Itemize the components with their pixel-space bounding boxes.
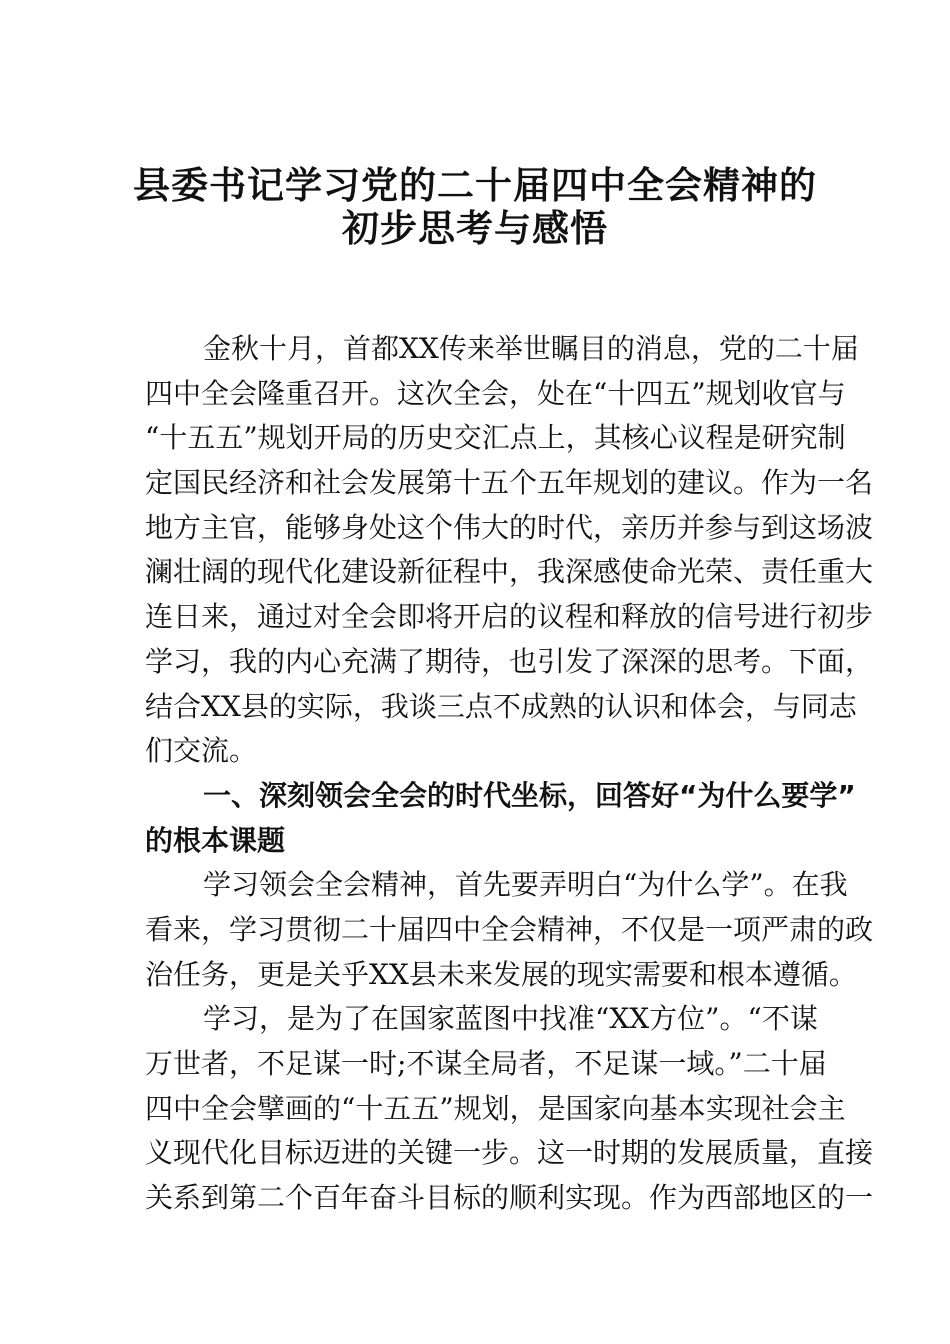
text-line: 治任务，更是关乎XX县未来发展的现实需要和根本遵循。 (145, 957, 857, 991)
text-line: 四中全会隆重召开。这次全会，处在“十四五”规划收官与 (145, 376, 846, 410)
section-heading (145, 774, 856, 863)
text-line: 澜壮阔的现代化建设新征程中，我深感使命光荣、责任重大 (145, 555, 874, 589)
text-line: 连日来，通过对全会即将开启的议程和释放的信号进行初步 (145, 600, 874, 634)
text-line: 金秋十月，首都XX传来举世瞩目的消息，党的二十届 (203, 332, 859, 365)
paragraph (145, 863, 874, 997)
text-line: 学习领会全会精神，首先要弄明白“为什么学”。在我 (203, 868, 848, 902)
document-body (145, 327, 874, 1221)
text-line: 义现代化目标迈进的关键一步。这一时期的发展质量，直接 (145, 1136, 874, 1170)
document-title-line-1: 县委书记学习党的二十届四中全会精神的 (133, 163, 817, 207)
text-line: 四中全会擘画的“十五五”规划，是国家向基本实现社会主 (145, 1091, 846, 1125)
text-line: 们交流。 (145, 734, 258, 768)
text-line: “十五五”规划开局的历史交汇点上，其核心议程是研究制 (145, 421, 846, 455)
text-line: 看来，学习贯彻二十届四中全会精神，不仅是一项严肃的政 (145, 912, 874, 946)
text-line: 万世者，不足谋一时;不谋全局者，不足谋一域。”二十届 (145, 1047, 827, 1080)
text-line: 学习，是为了在国家蓝图中找准“XX方位”。“不谋 (203, 1002, 818, 1036)
text-line: 关系到第二个百年奋斗目标的顺利实现。作为西部地区的一 (145, 1181, 874, 1215)
text-line: 学习，我的内心充满了期待，也引发了深深的思考。下面， (145, 644, 874, 678)
text-line: 结合XX县的实际，我谈三点不成熟的认识和体会，与同志 (145, 689, 857, 723)
text-line: 一、深刻领会全会的时代坐标，回答好“为什么要学” (203, 778, 856, 812)
document-title-line-2: 初步思考与感悟 (342, 206, 608, 250)
text-line: 的根本课题 (145, 823, 286, 857)
text-line: 定国民经济和社会发展第十五个五年规划的建议。作为一名 (145, 466, 874, 500)
paragraph (145, 327, 874, 774)
text-line: 地方主官，能够身处这个伟大的时代，亲历并参与到这场波 (145, 510, 874, 544)
paragraph (145, 997, 874, 1220)
